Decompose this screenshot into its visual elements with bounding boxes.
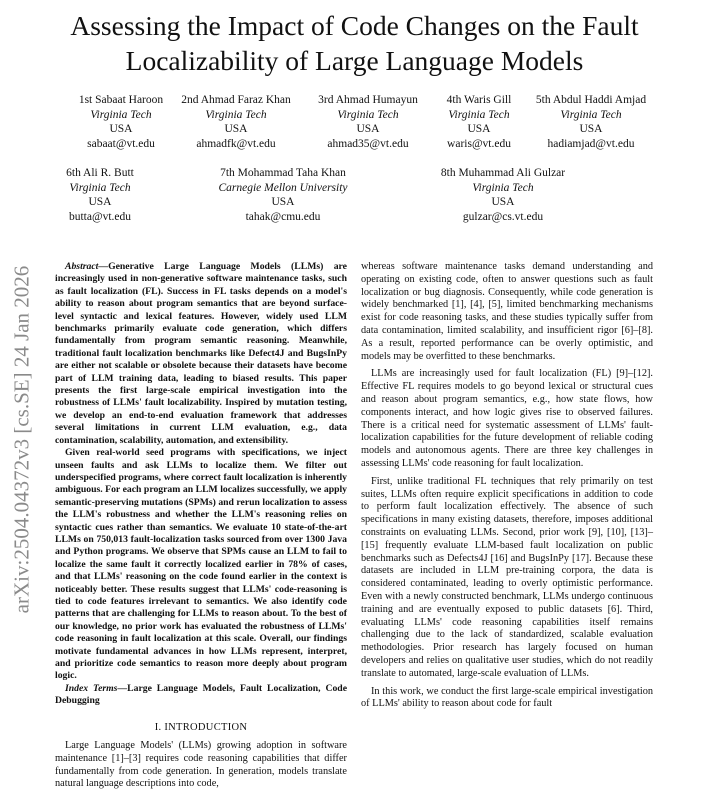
author-affiliation: Virginia Tech [337, 108, 399, 121]
intro-paragraph: Large Language Models' (LLMs) growing adoption in software maintenance [1]–[3] requires code reasoning capabilities that differ fundamentally from code generation. In generation, models translate natural language descriptions into code, [55, 740, 347, 790]
paper-title: Assessing the Impact of Code Changes on the Fault Localizability of Large Language Models [70, 10, 639, 76]
author-email: ahmad35@vt.edu [327, 137, 409, 150]
author-1 [62, 93, 180, 151]
arxiv-identifier: arXiv:2504.04372v3 [cs.SE] 24 Jan 2026 [9, 265, 34, 613]
body-paragraph: LLMs are increasingly used for fault localization (FL) [9]–[12]. Effective FL requires models to go beyond lexical or structural cues and reason about program semantics, e.g., how state flows, how components interact, and how logic gives rise to observed failures. There is a critical need for systematic assessment of LLMs' fault-localization capabilities for the future development of reliable coding models and autonomous agents. There are three key challenges in assessing LLMs' code reasoning for fault localization. [361, 368, 653, 469]
author-affiliation: Virginia Tech [69, 181, 131, 194]
author-country: USA [88, 196, 112, 208]
abstract-paragraph [55, 261, 347, 447]
author-5 [526, 93, 656, 151]
author-email: sabaat@vt.edu [87, 137, 155, 150]
author-country: USA [356, 123, 380, 135]
author-country: USA [109, 123, 133, 135]
body-paragraph: First, unlike traditional FL techniques that rely primarily on test suites, LLMs often require explicit specifications in addition to code to perform fault localization effectively. The absence of such specifications in many existing datasets, therefore, imposes additional constraints on evaluating LLMs. Second, prior work [9], [10], [13]–[15] frequently evaluate LLM-based fault localization on public benchmarks such as Defects4J [16] and BugsInPy [17]. Because these datasets are included in LLM pre-training corpora, the data is considered contaminated, leading to overly optimistic performance. Even with a newly constructed benchmark, LLMs undergo continuous training and are eventually exposed to public datasets [6]. Third, evaluating LLMs' code reasoning capabilities itself remains challenging due to the lack of standardized, scalable evaluation methodologies. Prior research has largely focused on human developers and relies on qualitative user studies, which do not readily translate to automated, large-scale evaluation of LLMs. [361, 475, 653, 679]
body-paragraph: whereas software maintenance tasks demand understanding and operating on existing code, often to answer questions such as fault localization or bug diagnosis. Consequently, while code generation is widely benchmarked [1], [4], [5], limited benchmarking mechanisms exist for code reasoning tasks, and these studies typically suffer from data contamination, limited scalability, and insufficient rigor [6]–[8]. As a result, reported performance can be overly optimistic, and models may be overfitted to these benchmarks. [361, 261, 653, 362]
author-affiliation: Virginia Tech [448, 108, 510, 121]
author-email: hadiamjad@vt.edu [547, 137, 635, 150]
index-terms-label: Index Terms— [65, 682, 128, 694]
author-email: tahak@cmu.edu [245, 210, 321, 223]
author-email: waris@vt.edu [447, 137, 511, 150]
author-country: USA [271, 196, 295, 208]
author-name: 8th Muhammad Ali Gulzar [440, 167, 566, 179]
author-6 [52, 166, 148, 224]
abstract [55, 261, 347, 708]
abstract-paragraph: Given real-world seed programs with specifications, we inject unseen faults and ask LLMs to localize them. We filter out underspecified programs, where correct fault localization is inherently ambiguous. For each program an LLM localizes successfully, we apply semantic-preserving mutations (SPMs) and rerun localization to assess the LLM's robustness and whether the LLM's reasoning relies on syntactic cues rather than semantics. We evaluate 10 state-of-the-art LLMs on 750,013 fault-localization tasks sourced from over 1300 Java and Python programs. We observe that SPMs cause an LLM to fail to localize the same fault it correctly localized earlier in 78% of cases, and that LLMs' reasoning on the code found earlier in the context is noticeably better. These results suggest that LLMs' code-reasoning is tied to code features irrelevant to semantics. We also identify code patterns that are challenging for LLMs to reason about. To the best of our knowledge, no prior work has evaluated the robustness of LLMs' code reasoning in fault localization at this scale. Overall, our findings motivate fundamental advances in how LLMs represent, interpret, and prioritize code semantics to reason more deeply about program logic. [55, 447, 347, 682]
author-country: USA [579, 123, 603, 135]
author-name: 7th Mohammad Taha Khan [220, 167, 346, 179]
author-email: butta@vt.edu [68, 210, 131, 223]
author-affiliation: Virginia Tech [472, 181, 534, 194]
section-heading: I. INTRODUCTION [154, 721, 248, 733]
author-8 [424, 166, 582, 224]
author-email: gulzar@cs.vt.edu [462, 210, 544, 223]
author-name: 3rd Ahmad Humayun [318, 94, 418, 106]
author-affiliation: Virginia Tech [205, 108, 267, 121]
author-name: 2nd Ahmad Faraz Khan [181, 94, 291, 106]
index-terms [55, 683, 347, 708]
author-affiliation: Virginia Tech [560, 108, 622, 121]
author-name: 1st Sabaat Haroon [78, 94, 164, 106]
author-country: USA [467, 123, 491, 135]
author-name: 5th Abdul Haddi Amjad [535, 94, 647, 106]
arxiv-sidebar [2, 214, 42, 664]
author-name: 6th Ali R. Butt [66, 167, 134, 179]
author-name: 4th Waris Gill [446, 94, 512, 106]
author-7 [202, 166, 364, 224]
abstract-text: Generative Large Language Models (LLMs) are increasingly used in non-generative software maintenance tasks, such as fault localization (FL). Success in FL tasks depends on a model's ability to reason about program semantics that are beyond surface-level syntactic and lexical features. However, widely used LLM benchmarks primarily evaluate code generation, which differs fundamentally from program semantic reasoning. Meanwhile, traditional fault localization benchmarks like Defect4J and BugsInPy are either not scalable or obsolete because their datasets have become part of LLM training data, leading to biased results. This paper presents the first large-scale empirical investigation into the robustness of LLMs' fault localizability. Inspired by mutation testing, we develop an end-to-end evaluation framework that addresses several limitations in current LLM evaluation, e.g., data contamination, scalability, automation, and extensibility. [55, 261, 347, 446]
author-country: USA [491, 196, 515, 208]
left-column [55, 261, 347, 791]
author-affiliation: Carnegie Mellon University [218, 181, 348, 194]
author-3 [306, 93, 430, 151]
body-paragraph: In this work, we conduct the first large-scale empirical investigation of LLMs' ability to reason about code for fault [361, 685, 653, 710]
author-country: USA [224, 123, 248, 135]
author-2 [172, 93, 300, 151]
introduction-section [55, 722, 347, 792]
right-column [361, 261, 653, 711]
author-email: ahmadfk@vt.edu [196, 137, 276, 150]
index-terms-text: Large Language Models, Fault Localization, Code Debugging [55, 682, 347, 707]
abstract-label: Abstract— [65, 261, 109, 272]
author-4 [430, 93, 528, 151]
author-affiliation: Virginia Tech [90, 108, 152, 121]
